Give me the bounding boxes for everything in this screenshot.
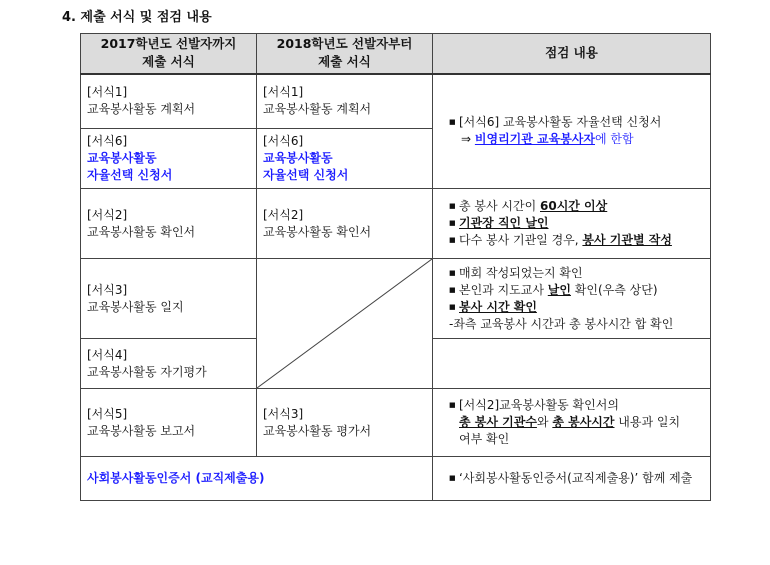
form2-cell-2017: [서식2] 교육봉사활동 확인서 (81, 189, 257, 259)
header-row (81, 34, 711, 74)
header-2017: 2017학년도 선발자까지 제출 서식 (81, 34, 257, 74)
list-item: ■ 기관장 직인 날인 (449, 215, 704, 232)
list-item: ■ 다수 봉사 기관일 경우, 봉사 기관별 작성 (449, 232, 704, 249)
section-title: 4. 제출 서식 및 점검 내용 (62, 10, 212, 25)
check-cell-form6: ■ [서식6] 교육봉사활동 자율선택 신청서 ⇒ 비영리기관 교육봉사자에 한함 (433, 74, 711, 189)
table-row (81, 389, 711, 457)
list-item: ■ 총 봉사 시간이 60시간 이상 (449, 198, 704, 215)
list-item: ■ [서식2]교육봉사활동 확인서의 (449, 397, 704, 414)
list-item: ■ 본인과 지도교사 날인 확인(우측 상단) (449, 282, 704, 299)
submission-table (80, 33, 711, 501)
form6-cell-2017: [서식6] 교육봉사활동 자율선택 신청서 (81, 129, 257, 189)
list-item: ■ 매회 작성되었는지 확인 (449, 265, 704, 282)
header-check: 점검 내용 (433, 34, 711, 74)
list-item: ■ ‘사회봉사활동인증서(교직제출용)’ 함께 제출 (449, 470, 704, 487)
social-service-certificate-cell: 사회봉사활동인증서 (교직제출용) (81, 457, 433, 501)
table-row (81, 457, 711, 501)
diagonal-line (257, 259, 432, 388)
check-cell-form5: ■ [서식2]교육봉사활동 확인서의 총 봉사 기관수와 총 봉사시간 내용과 일치 여부 확인 (433, 389, 711, 457)
form2-cell-2018: [서식2] 교육봉사활동 확인서 (257, 189, 433, 259)
form4-cell-2017: [서식4] 교육봉사활동 자기평가 (81, 339, 257, 389)
form1-cell-2018: [서식1] 교육봉사활동 계획서 (257, 74, 433, 129)
check-cell-form2 (433, 189, 711, 259)
form3-cell-2018: [서식3] 교육봉사활동 평가서 (257, 389, 433, 457)
check-cell-form4-empty (433, 339, 711, 389)
table-row (81, 189, 711, 259)
check-cell-form3: ■ 매회 작성되었는지 확인 ■ 본인과 지도교사 날인 확인(우측 상단) ■ 봉사 시간 확인 -좌측 교육봉사 시간과 총 봉사시간 합 확인 (433, 259, 711, 339)
empty-diagonal-cell (257, 259, 433, 389)
list-item: ■ [서식6] 교육봉사활동 자율선택 신청서 (449, 114, 704, 131)
table-row (81, 259, 711, 339)
check-cell-certificate (433, 457, 711, 501)
form6-cell-2018: [서식6] 교육봉사활동 자율선택 신청서 (257, 129, 433, 189)
form1-cell-2017: [서식1] 교육봉사활동 계획서 (81, 74, 257, 129)
form5-cell-2017: [서식5] 교육봉사활동 보고서 (81, 389, 257, 457)
table-row (81, 74, 711, 129)
header-2018: 2018학년도 선발자부터 제출 서식 (257, 34, 433, 74)
form3-cell-2017: [서식3] 교육봉사활동 일지 (81, 259, 257, 339)
list-item: ■ 봉사 시간 확인 (449, 299, 704, 316)
